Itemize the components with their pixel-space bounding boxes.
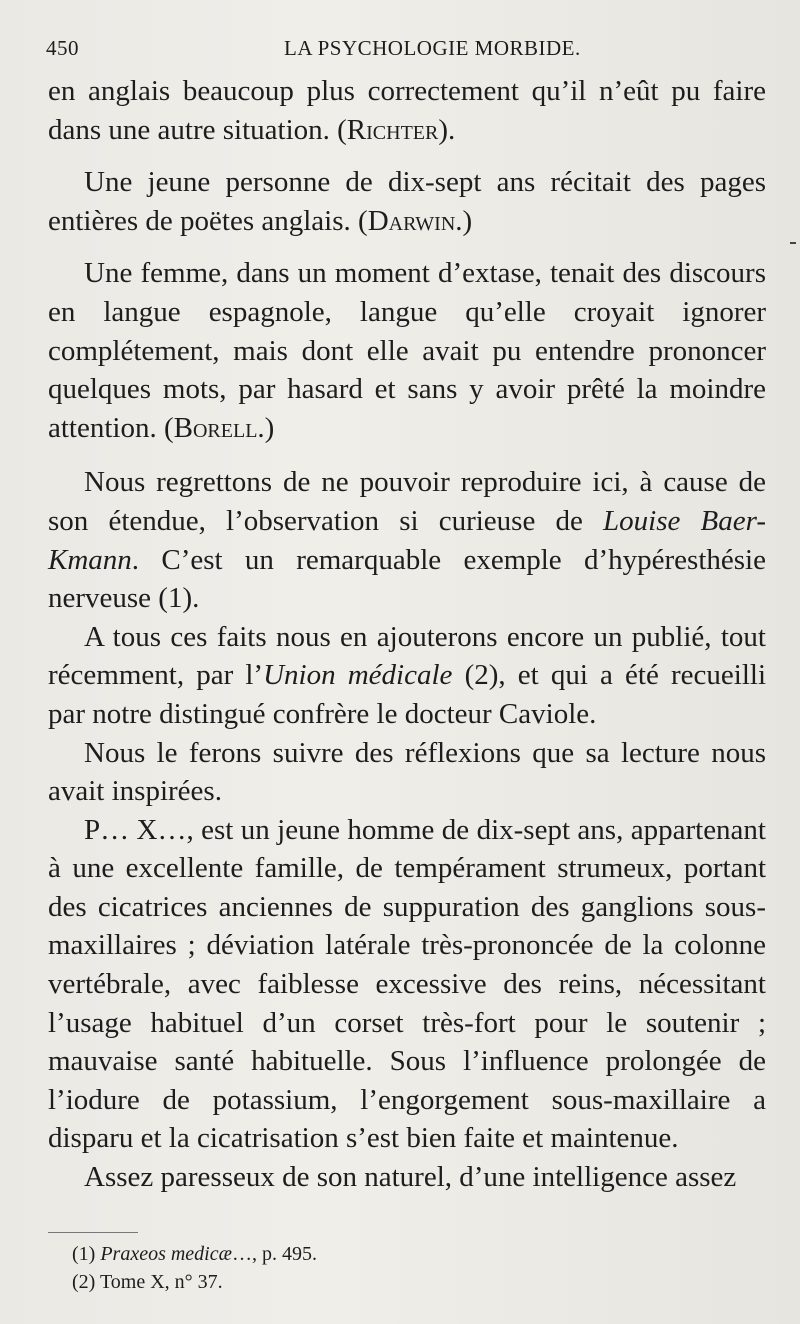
text-run: Nous le ferons suivre des réflexions que sa lecture nous avait inspirées. bbox=[48, 736, 766, 808]
text-run: .) bbox=[257, 411, 275, 444]
italic-text: Louise Baer-Kmann bbox=[48, 504, 766, 576]
footnotes bbox=[72, 1240, 752, 1296]
running-title: LA PSYCHOLOGIE MORBIDE. bbox=[284, 36, 581, 60]
text-run: (1) bbox=[72, 1243, 101, 1265]
footnote-rule bbox=[48, 1232, 138, 1233]
italic-text: Praxeos medicæ bbox=[100, 1243, 232, 1265]
text-run: .) bbox=[455, 204, 473, 237]
paragraph bbox=[48, 72, 766, 149]
text-run: (2), et qui a été recueilli par notre distingué confrère le docteur Caviole. bbox=[48, 659, 766, 730]
text-run: Une femme, dans un moment d’extase, tenait des discours en langue espagnole, langue qu’elle croyait ignorer complétement, mais dont elle avait pu entendre prononcer quelques mots, par hasard et sans y avoir prêté la moindre attention. ( bbox=[48, 257, 766, 444]
author-citation: Richter bbox=[346, 113, 439, 146]
margin-mark bbox=[790, 242, 796, 244]
paragraph bbox=[48, 1158, 766, 1197]
text-run: A tous ces faits nous en ajouterons encore un publié, tout récemment, par l’ bbox=[48, 620, 766, 692]
italic-text: Union médicale bbox=[263, 659, 453, 692]
paragraph bbox=[48, 618, 766, 734]
page-number: 450 bbox=[46, 36, 79, 60]
paragraph bbox=[48, 254, 766, 447]
paragraph bbox=[48, 734, 766, 811]
text-run: en anglais beaucoup plus correctement qu’il n’eût pu faire dans une autre situation. ( bbox=[48, 75, 766, 146]
text-run: ). bbox=[438, 113, 456, 146]
text-run: P… X…, est un jeune homme de dix-sept ans, appartenant à une excellente famille, de tempérament strumeux, portant des cicatrices anciennes de suppuration des ganglions sous-maxillaires ; déviation latérale très-prononcée de la colonne vertébrale, avec faiblesse excessive des reins, nécessitant l’usage habituel d’un corset très-fort pour le soutenir ; mauvaise santé habituelle. Sous l’influence prolongée de l’iodure de potassium, l’engorgement sous-maxillaire a disparu et la cicatrisation s’est bien faite et maintenue. bbox=[48, 813, 766, 1155]
text-run: (2) Tome X, n° 37. bbox=[72, 1271, 223, 1293]
text-run: . C’est un remarquable exemple d’hypéresthésie nerveuse (1). bbox=[48, 543, 766, 615]
body-text bbox=[48, 72, 766, 1197]
author-citation: Borell bbox=[173, 411, 258, 444]
text-run: Une jeune personne de dix-sept ans récitait des pages entières de poëtes anglais. ( bbox=[48, 166, 766, 237]
paragraph bbox=[48, 811, 766, 1158]
paragraph bbox=[48, 463, 766, 617]
text-run: …, p. 495. bbox=[231, 1243, 317, 1265]
paragraph bbox=[48, 163, 766, 240]
text-run: Nous regrettons de ne pouvoir reproduire ici, à cause de son étendue, l’observation si curieuse de bbox=[48, 466, 766, 537]
footnote bbox=[72, 1268, 752, 1296]
page-header bbox=[46, 36, 760, 66]
text-run: Assez paresseux de son naturel, d’une intelligence assez bbox=[84, 1161, 737, 1194]
footnote bbox=[72, 1240, 752, 1268]
author-citation: Darwin bbox=[367, 204, 456, 237]
